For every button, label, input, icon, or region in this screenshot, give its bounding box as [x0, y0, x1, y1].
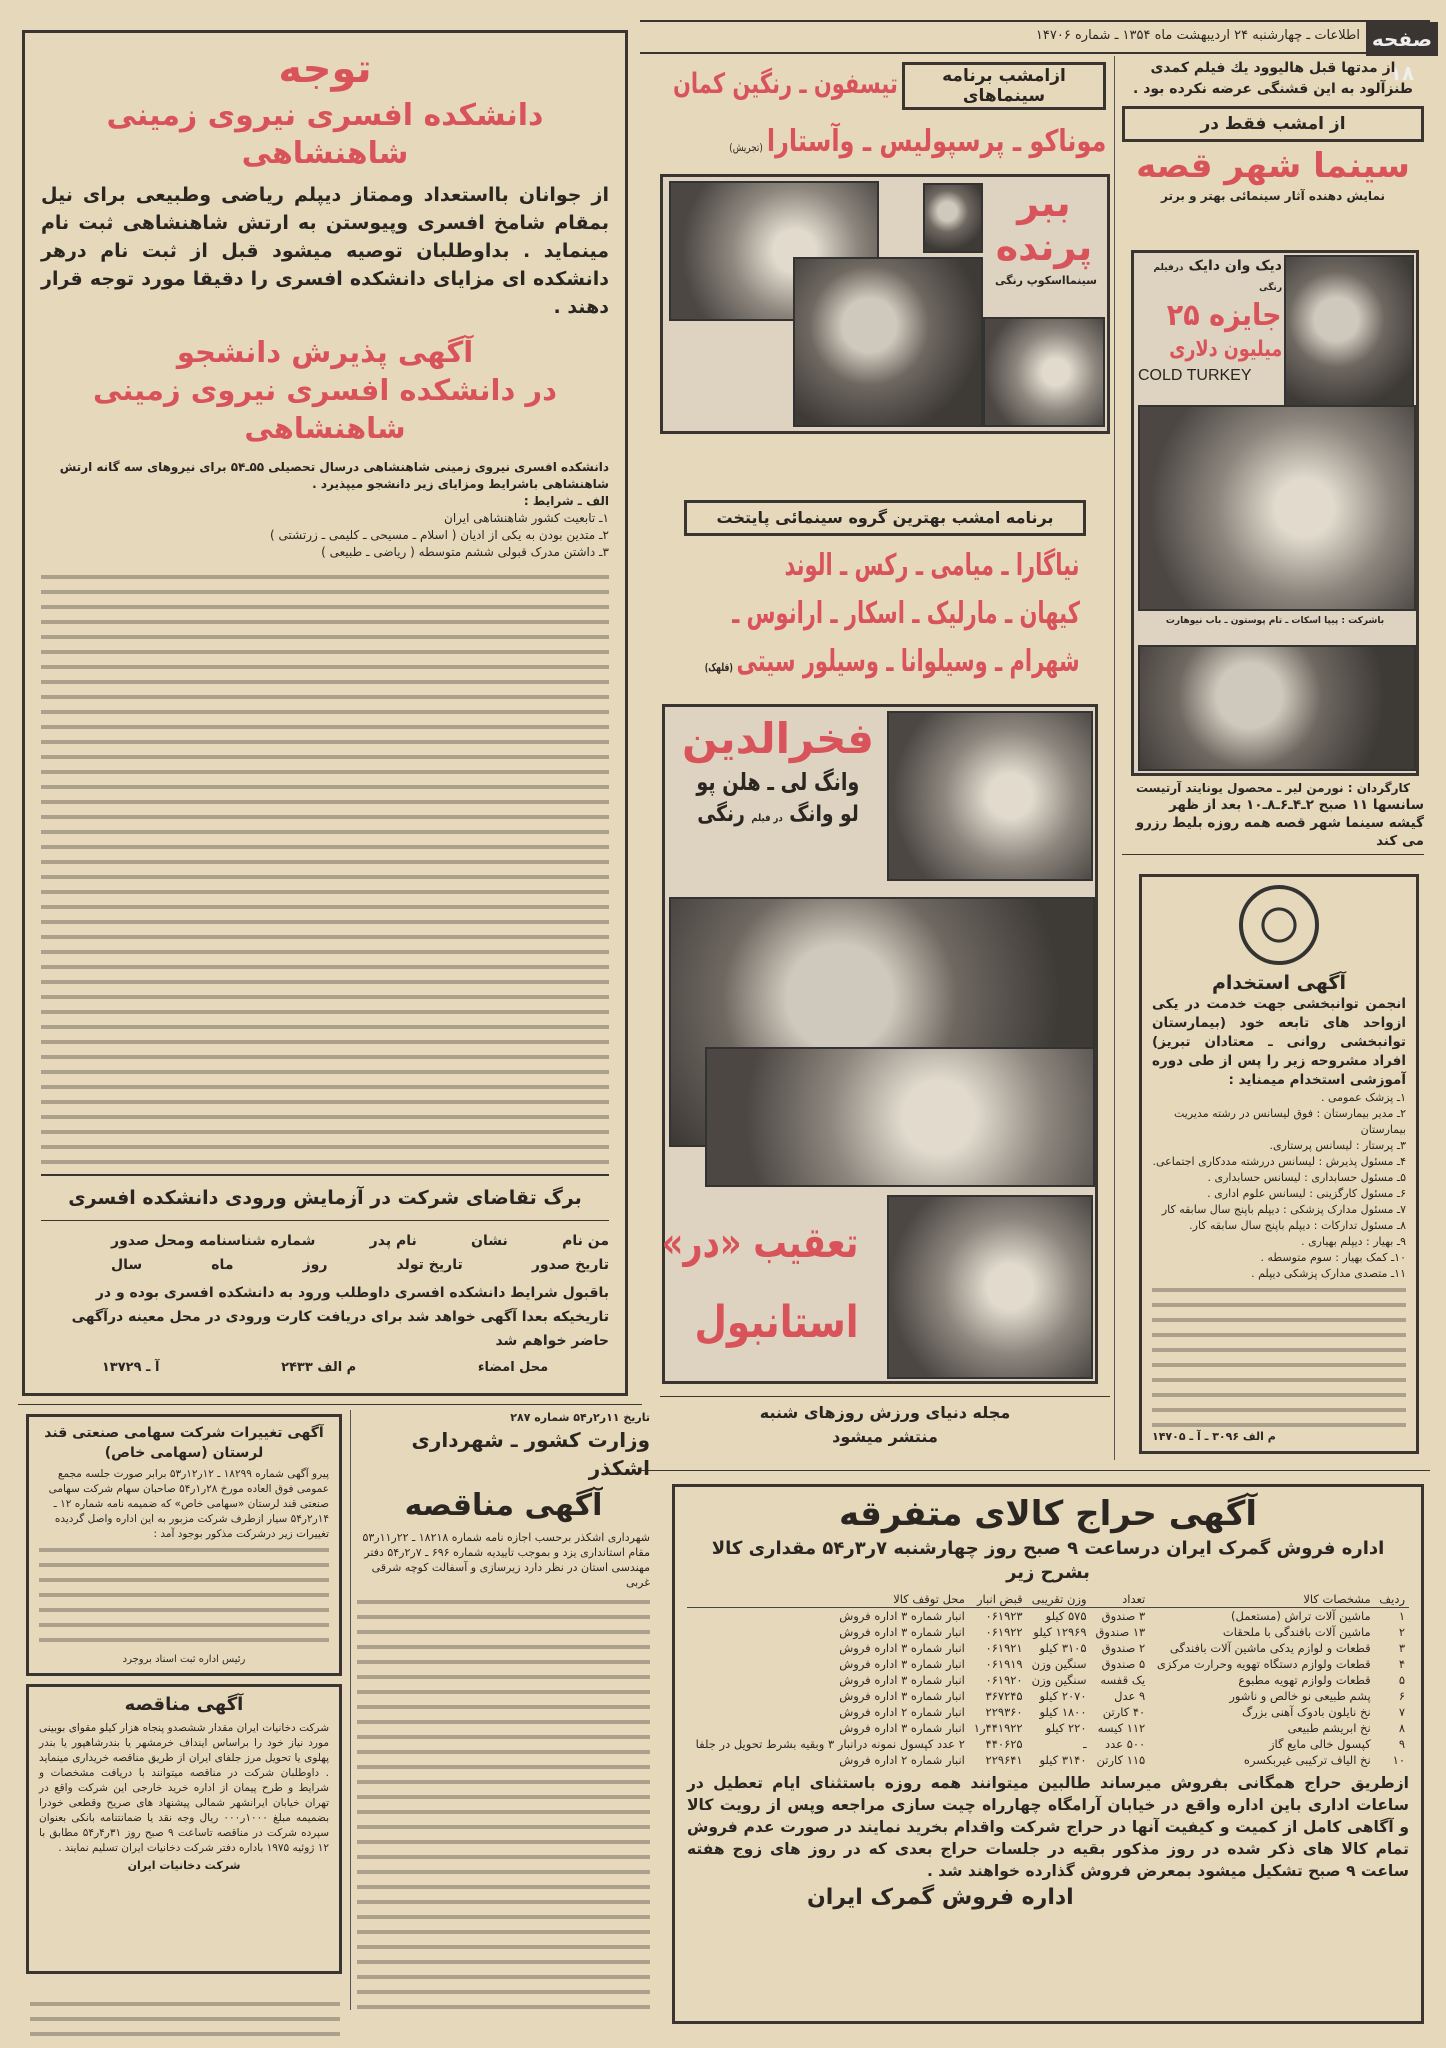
table-row: [687, 1752, 1409, 1768]
right-top-block: [1122, 58, 1424, 204]
capital-line-1: نیاگارا ـ میامی ـ رکس ـ الوند: [784, 548, 1080, 583]
employment-item: ۷ـ مسئول مدارک پزشکی : دیپلم باپنج سال سابقه کار: [1161, 1203, 1406, 1216]
kashmar-title: آگهی مناقصه: [404, 1488, 603, 1523]
form-field-label: روز: [302, 1257, 328, 1273]
condition-item: ۱ـ تابعیت کشور شاهنشاهی ایران: [444, 511, 609, 525]
magazine-rule: [660, 1396, 1110, 1397]
table-cell: ۹: [1398, 1737, 1405, 1751]
table-cell: قطعات ولوازم تهویه مطبوع: [1238, 1673, 1371, 1687]
employment-item: ۵ـ مسئول حسابداری : لیسانس حسابداری .: [1207, 1171, 1406, 1184]
table-cell: ۵ صندوق: [1101, 1657, 1146, 1671]
employment-title: آگهی استخدام: [1211, 972, 1346, 994]
tobacco-footer: شرکت دخانیات ایران: [127, 1859, 241, 1872]
tobacco-body: شرکت دخانیات ایران مقدار ششصدو پنجاه هزار کیلو مقوای بوبینی مورد نیاز خود را براساس اینداف خرمشهر یا بندرشاهپور یا بندر پهلوی یا تحویل مرز جلفای ایران از طریق مناقصه خریداری مینماید . داوطلبان شرکت در مناقصه میتوانند با دریافت مشخصات و شرایط و طرح پیمان از اداره خرید خارجی این شرکت واقع در تهران خیابان ایرانشهر شمالی پیشنهاد های صریح وقطعی خودرا بضمیمه مبلغ ۱۰۰۰ر۰۰۰ ریال وجه نقد یا ضمانتنامه بانکی بعنوان سپرده شرکت در مناقصه تاساعت ۹ صبح روز ۳۱ر۴ر۵۴ مطابق با ۱۲ ژوئیه ۱۹۷۵ باداره دفتر شرکت دخانیات ایران تسلیم نمایند .: [39, 1722, 330, 1854]
showtimes: سانسها ۱۱ صبح ۲ـ۴ـ۶ـ۸ـ۱۰ بعد از ظهر: [1168, 797, 1424, 813]
photo-pool: [705, 1047, 1095, 1187]
film-title-2: استانبول: [694, 1297, 860, 1348]
form-field-label: تاریخ صدور: [531, 1257, 609, 1273]
table-cell: ۱۰: [1392, 1753, 1405, 1767]
form-field-label: ماه: [211, 1257, 234, 1273]
table-cell: انبار شماره ۳ اداره فروش: [839, 1609, 965, 1623]
table-cell: ۵: [1398, 1673, 1405, 1687]
ghand-footer: رئیس اداره ثبت اسناد بروجرد: [122, 1654, 246, 1665]
form-field-label: شماره شناسنامه ومحل صدور: [111, 1233, 316, 1249]
table-row: [687, 1704, 1409, 1720]
table-header: ردیف: [1375, 1591, 1409, 1608]
poster-title-2: میلیون دلاری: [1168, 337, 1282, 362]
table-cell: نخ الیاف ترکیبی غیربکسره: [1243, 1753, 1371, 1767]
table-cell: ۳۱۰۵ کیلو: [1039, 1641, 1087, 1655]
form-divider: [41, 1220, 609, 1221]
conditions-list: [41, 510, 609, 561]
film-photo-punch: [983, 317, 1105, 427]
ad-code-2: آ ـ ۱۳۷۲۹: [101, 1360, 160, 1375]
employment-item: ۸ـ مسئول تدارکات : دیپلم باپنج سال سابقه کار.: [1189, 1219, 1406, 1232]
ad-code-1: م الف ۲۴۳۳: [281, 1360, 357, 1375]
form-field-label: من نام: [562, 1233, 609, 1249]
magazine-line-1: مجله دنیای ورزش روزهای شنبه: [759, 1403, 1011, 1422]
table-header: تعداد: [1091, 1591, 1150, 1608]
table-cell: ۳: [1398, 1641, 1405, 1655]
table-cell: انبار شماره ۳ اداره فروش: [839, 1721, 965, 1735]
table-cell: ۳۶۷۲۴۵: [985, 1689, 1023, 1703]
employment-item: ۴ـ مسئول پذیرش : لیسانس دررشته مددکاری اجتماعی.: [1152, 1155, 1406, 1168]
table-header: مشخصات کالا: [1149, 1591, 1374, 1608]
form-title: برگ تقاضای شرکت در آزمایش ورودی دانشکده افسری: [68, 1187, 582, 1209]
auction-title: آگهی حراج کالای متفرقه: [838, 1494, 1258, 1534]
academy-heading2: در دانشکده افسری نیروی زمینی شاهنشاهی: [92, 373, 557, 445]
photo-fakhreddin: [887, 711, 1093, 881]
cinema-name: سینما شهر قصه: [1136, 146, 1410, 186]
tobacco-title: آگهی مناقصه: [124, 1694, 244, 1715]
employment-item: ۶ـ مسئول کارگزینی : لیسانس علوم اداری .: [1207, 1187, 1406, 1200]
table-cell: ۰۶۱۹۱۹: [985, 1657, 1023, 1671]
table-cell: ۱۸۰۰ کیلو: [1039, 1705, 1087, 1719]
table-cell: ۱: [1398, 1609, 1405, 1623]
kashmar-org: وزارت کشور ـ شهرداری اشکذر: [411, 1428, 650, 1480]
table-cell: ۷: [1398, 1705, 1405, 1719]
condition-item: ۳ـ داشتن مدرک قبولی ششم متوسطه ( ریاضی ـ طبیعی ): [321, 545, 609, 559]
table-cell: قطعات و لوازم یدکی ماشین آلات بافندگی: [1169, 1641, 1371, 1655]
signature-label: محل امضاء: [477, 1360, 549, 1375]
header-rule-top: [640, 20, 1430, 22]
table-row: [687, 1688, 1409, 1704]
capital-line-1-wrap: [660, 544, 1080, 588]
table-row: [687, 1720, 1409, 1736]
table-cell: ۲۲۰ کیلو: [1045, 1721, 1087, 1735]
dateline: اطلاعات ـ چهارشنبه ۲۴ اردیبهشت ماه ۱۳۵۴ ـ شماره ۱۴۷۰۶: [1035, 28, 1360, 43]
table-cell: ماشین آلات بافندگی با ملحقات: [1222, 1625, 1371, 1639]
auction-body: ازطریق حراج همگانی بفروش میرساند طالبین میتوانند همه روزه باستثنای ایام تعطیل در ساعات اداری باین اداره واقع در خیابان آرامگاه چهارراه چیت سازی مراجعه وپس از رویت کالا و آگاهی کامل از کمیت و کیفیت آنها در حراج شرکت واقدام بخرید نمایند در صورت عدم فروش تمام کالا های ذکر شده در روز مذکور بقیه در جلسات حراج بعدی که در روز های زوج هفته ساعت ۹ صبح تشکیل میشود بمعرض فروش گذارده خواهند شد .: [687, 1774, 1409, 1880]
cast-name: لو وانگ: [789, 802, 859, 827]
film-ad-flying-tiger: [660, 174, 1110, 434]
form-field-label: سال: [111, 1257, 143, 1273]
star-block: [673, 713, 883, 835]
conditions-title: الف ـ شرایط :: [523, 494, 609, 508]
table-cell: ۰۶۱۹۲۱: [985, 1641, 1023, 1655]
cinemas-line-1-wrap: [650, 64, 898, 104]
ghand-body: پیرو آگهی شماره ۱۸۲۹۹ ـ ۱۲ر۱۲ر۵۳ برابر صورت جلسه مجمع عمومی فوق العاده مورخ ۲۸ر۱ر۵۴ صاحبان سهام شرکت سهامی صنعتی قند لرستان «سهامی خاص» که ضمیمه نامه شماره ۱۲ ـ ۱۴ر۲ر۵۴ سیار ازطرف شرکت مزبور به این اداره واصل گردیده تغییرات زیر درشرکت مذکور بوجود آمد :: [48, 1468, 329, 1540]
capital-line-3-wrap: [660, 640, 1080, 684]
form-row-1: [41, 1229, 609, 1253]
film-title: ببر پرنده: [995, 181, 1093, 269]
right-rule: [1122, 854, 1424, 855]
table-cell: انبار شماره ۳ اداره فروش: [839, 1641, 965, 1655]
table-cell: انبار شماره ۳ اداره فروش: [839, 1625, 965, 1639]
form-field-label: نام پدر: [369, 1233, 417, 1249]
employment-item: ۹ـ بهیار : دیپلم بهیاری .: [1301, 1235, 1406, 1248]
capital-line-2: کیهان ـ مارلیک ـ اسکار ـ ارانوس ـ: [732, 596, 1080, 631]
bottom-left-rule: [18, 1404, 642, 1405]
table-cell: انبار شماره ۳ اداره فروش: [839, 1657, 965, 1671]
table-cell: انبار شماره ۳ اداره فروش: [839, 1673, 965, 1687]
table-cell: انبار شماره ۳ اداره فروش: [839, 1689, 965, 1703]
form-footer: [41, 1357, 609, 1379]
star-name: فخرالدین: [682, 714, 874, 763]
film-title-block: [661, 1203, 883, 1363]
photo-chase: [887, 1195, 1093, 1379]
cast-in: در فیلم: [751, 813, 783, 824]
table-row: [687, 1672, 1409, 1688]
poster-actor: دیک وان دایک درفیلم رنگی: [1153, 258, 1282, 293]
cast-color: رنگی: [697, 802, 745, 827]
cast-line-2: [697, 799, 858, 835]
table-cell: ۸: [1398, 1721, 1405, 1735]
table-cell: ۴۰ کارتن: [1102, 1705, 1146, 1719]
table-cell: قطعات ولوازم دستگاه تهویه وحرارت مرکزی: [1156, 1657, 1371, 1671]
poster-text-block: [1138, 257, 1282, 387]
film-ad-istanbul: [662, 704, 1098, 1384]
table-cell: ۱۱۵ کارتن: [1096, 1753, 1146, 1767]
employment-item: ۱ـ پزشک عمومی .: [1321, 1091, 1406, 1104]
table-cell: ۴۴۰۶۲۵: [985, 1737, 1023, 1751]
cinemas-note: (تجریش): [728, 141, 763, 154]
table-cell: انبار شماره ۲ اداره فروش: [839, 1753, 965, 1767]
employment-ad: [1139, 874, 1419, 1454]
auction-signature: اداره فروش گمرک ایران: [807, 1885, 1074, 1910]
cinemas-line-2-wrap: [650, 120, 1106, 164]
table-cell: ۰۶۱۹۲۰: [985, 1673, 1023, 1687]
employment-more-text: [1152, 1282, 1406, 1429]
table-cell: ۹ عدل: [1114, 1689, 1146, 1703]
auction-subtitle: اداره فروش گمرک ایران درساعت ۹ صبح روز چهارشنبه ۷ر۳ر۵۴ مقداری کالا بشرح زیر: [711, 1538, 1385, 1583]
tonight-only-box: از امشب فقط در: [1122, 106, 1424, 142]
ghand-ad: [26, 1414, 342, 1676]
form-field-label: نشان: [471, 1233, 508, 1249]
bottom-rule: [640, 1470, 1430, 1471]
poster-english-title: COLD TURKEY: [1138, 367, 1252, 384]
employment-item: ۲ـ مدیر بیمارستان : فوق لیسانس در رشته مدیریت بیمارستان: [1173, 1107, 1406, 1136]
table-row: [687, 1608, 1409, 1625]
table-cell: ۲۰۷۰ کیلو: [1039, 1689, 1087, 1703]
page-number-badge: صفحه ۱۸: [1366, 22, 1438, 56]
table-row: [687, 1640, 1409, 1656]
ghand-title: آگهی تغییرات شرکت سهامی صنعتی قند لرستان (سهامی خاص): [44, 1425, 324, 1461]
cinemas-line-2: موناکو ـ پرسپولیس ـ وآستارا: [766, 124, 1106, 159]
table-cell: ۲ صندوق: [1101, 1641, 1146, 1655]
kashmar-tender: [350, 1410, 656, 2010]
table-row: [687, 1656, 1409, 1672]
table-cell: انبار شماره ۲ اداره فروش: [839, 1705, 965, 1719]
table-cell: ۱۱۲ کیسه: [1097, 1721, 1146, 1735]
table-cell: ۵۰۰ عدد: [1105, 1737, 1146, 1751]
table-cell: ۰۶۱۹۲۳: [985, 1609, 1023, 1623]
form-field-label: تاریخ تولد: [396, 1257, 463, 1273]
table-cell: ۳ صندوق: [1101, 1609, 1146, 1623]
table-cell: ماشین آلات تراش (مستعمل): [1231, 1609, 1371, 1623]
table-cell: ۱۳ صندوق: [1095, 1625, 1146, 1639]
kashmar-dateline: تاریخ ۱۱ر۲ر۵۴ شماره ۲۸۷: [510, 1411, 650, 1424]
table-row: [687, 1736, 1409, 1752]
auction-ad: [672, 1484, 1424, 2024]
auction-table: [687, 1591, 1409, 1768]
table-cell: پشم طبیعی نو خالص و ناشور: [1229, 1689, 1371, 1703]
table-header: قبض انبار: [969, 1591, 1027, 1608]
capital-line-2-wrap: [660, 592, 1080, 636]
capital-line-3: شهرام ـ وسیلوانا ـ وسیلور سیتی: [736, 644, 1080, 679]
table-cell: سنگین وزن: [1031, 1673, 1087, 1687]
cinemas-line-1: تیسفون ـ رنگین کمان: [673, 67, 898, 100]
academy-body-text: [41, 569, 609, 1166]
table-cell: ۲ عدد کپسول نمونه درانبار ۳ وبقیه بشرط تحویل در جلفا: [695, 1737, 965, 1751]
condition-item: ۲ـ متدین بودن به یکی از ادیان ( اسلام ـ مسیحی ـ کلیمی ـ زرتشتی ): [270, 528, 609, 542]
cinema-tagline: نمایش دهنده آثار سینمائی بهتر و برتر: [1160, 189, 1385, 203]
table-cell: یک قفسه: [1100, 1673, 1146, 1687]
capital-note: (قلهک): [705, 661, 734, 674]
booking-info: گیشه سینما شهر قصه همه روزه بلیط رزرو می کند: [1135, 815, 1424, 849]
form-row-2: [41, 1253, 609, 1277]
tobacco-ad: [26, 1684, 342, 1974]
employment-item: ۱۰ـ کمک بهیار : سوم متوسطه .: [1260, 1251, 1406, 1264]
academy-body-first: دانشکده افسری نیروی زمینی شاهنشاهی درسال تحصیلی ۵۵ـ۵۴ برای نیروهای سه گانه ارتش شاهنشاهی باشرایط ومزایای زیر دانشجو میپذیرد .: [59, 460, 609, 491]
table-cell: سنگین وزن: [1031, 1657, 1087, 1671]
table-cell: ۴۴۱۹۲۲ر۱: [973, 1721, 1023, 1735]
academy-subtitle: دانشکده افسری نیروی زمینی شاهنشاهی: [106, 98, 544, 171]
header-rule-bottom: [640, 52, 1366, 54]
poster-photo-legs: [1284, 255, 1414, 415]
academy-title: توجه: [278, 46, 372, 92]
table-cell: ـ: [1083, 1737, 1087, 1751]
table-cell: ۱۲۹۶۹ کیلو: [1033, 1625, 1087, 1639]
academy-heading1: آگهی پذیرش دانشجو: [176, 335, 474, 369]
poster-illustration: [1138, 405, 1416, 611]
table-cell: کپسول خالی مایع گاز: [1268, 1737, 1371, 1751]
table-cell: ۲۲۹۳۶۰: [985, 1705, 1023, 1719]
employment-list: [1152, 1090, 1406, 1282]
table-cell: نخ ابریشم طبیعی: [1287, 1721, 1371, 1735]
form-rule: [41, 1174, 609, 1176]
kashmar-body: شهرداری اشکذر برحسب اجازه نامه شماره ۱۸۲۱۸ ـ ۲۲ر۱۱ر۵۳ مقام استانداری یزد و بموجب تاییدیه شماره ۶۹۶ ـ ۷ر۲ر۵۴ دفتر مهندسی استان در نظر دارد زیرسازی و آسفالت کوچه شرقی غربی: [362, 1531, 650, 1589]
ghand-more-text: [39, 1542, 329, 1653]
film-title-1: تعقیب «در»: [661, 1218, 859, 1267]
table-cell: ۳۱۴۰ کیلو: [1039, 1753, 1087, 1767]
table-cell: ۲۲۹۶۴۱: [985, 1753, 1023, 1767]
employment-item: ۱۱ـ متصدی مدارک پزشکی دیپلم .: [1251, 1267, 1406, 1280]
employment-code: م الف ۳۰۹۶ ـ آ ـ ۱۴۷۰۵: [1152, 1430, 1276, 1443]
table-header: محل توقف کالا: [687, 1591, 969, 1608]
poster-title: جایزه ۲۵: [1167, 298, 1282, 333]
capital-program-box: برنامه امشب بهترین گروه سینمائی پایتخت: [684, 500, 1086, 536]
table-cell: ۶: [1398, 1689, 1405, 1703]
film-photo-motorcycle: [923, 183, 983, 253]
film-note: سینمااسکوپ رنگی: [994, 274, 1097, 287]
kashmar-more-text: [357, 1594, 650, 2010]
tender-footnotes: [30, 1996, 340, 2036]
film-photo-fight: [793, 257, 983, 427]
table-cell: ۴: [1398, 1657, 1405, 1671]
program-box: ازامشب برنامه سینماهای: [902, 62, 1106, 110]
table-row: [687, 1624, 1409, 1640]
column-divider: [1114, 56, 1115, 1460]
table-cell: ۵۷۵ کیلو: [1045, 1609, 1087, 1623]
table-cell: نخ نایلون بادوک آهنی بزرگ: [1241, 1705, 1371, 1719]
director-credit: کارگردان : نورمن لیر ـ محصول یونایتد آرتیست: [1135, 781, 1411, 795]
poster-photo-crowd: [1138, 645, 1416, 771]
table-cell: ۲: [1398, 1625, 1405, 1639]
form-statement: باقبول شرایط دانشکده افسری داوطلب ورود به دانشکده افسری بوده و در تاریخیکه بعدا آگهی خواهد شد برای دریافت کارت ورودی در محل معینه درآگهی حاضر خواهم شد: [71, 1285, 609, 1349]
right-intro: از مدتها قبل هالیوود یك فیلم كمدی طنزآلود به این قشنگی عرضه نکرده بود .: [1133, 60, 1413, 97]
cast-line-1: وانگ لی ـ هلن پو: [696, 768, 860, 796]
employment-item: ۳ـ پرستار : لیسانس پرستاری.: [1269, 1139, 1406, 1152]
society-logo-icon: [1239, 885, 1319, 965]
table-header: وزن تقریبی: [1027, 1591, 1091, 1608]
right-credits-block: [1122, 780, 1424, 855]
table-cell: ۰۶۱۹۲۲: [985, 1625, 1023, 1639]
poster-cast: باشرکت : پیپا اسکات ـ تام پوستون ـ باب نیوهارت: [1165, 616, 1385, 626]
poster-cold-turkey: [1131, 250, 1419, 776]
magazine-line-2: منتشر میشود: [832, 1427, 938, 1446]
academy-ad: [22, 30, 628, 1396]
employment-intro: انجمن توانبخشی جهت خدمت در یکی ازواحد های تابعه خود (بیمارستان توانبخشی روانی ـ معتادان تبریز) افراد مشروحه زیر را پس از طی دوره آموزشی استخدام میمناید :: [1152, 996, 1406, 1088]
academy-intro: از جوانان بااستعداد وممتاز دیپلم ریاضی وطبیعی برای نیل بمقام شامخ افسری وپیوستن به ارتش شاهنشاهی ثبت نام مینماید . بداوطلبان توصیه میشود قبل از ثبت نام درهر دانشکده ای مزایای دانشکده افسری را دقیقا مورد توجه قرار دهند .: [41, 184, 609, 318]
